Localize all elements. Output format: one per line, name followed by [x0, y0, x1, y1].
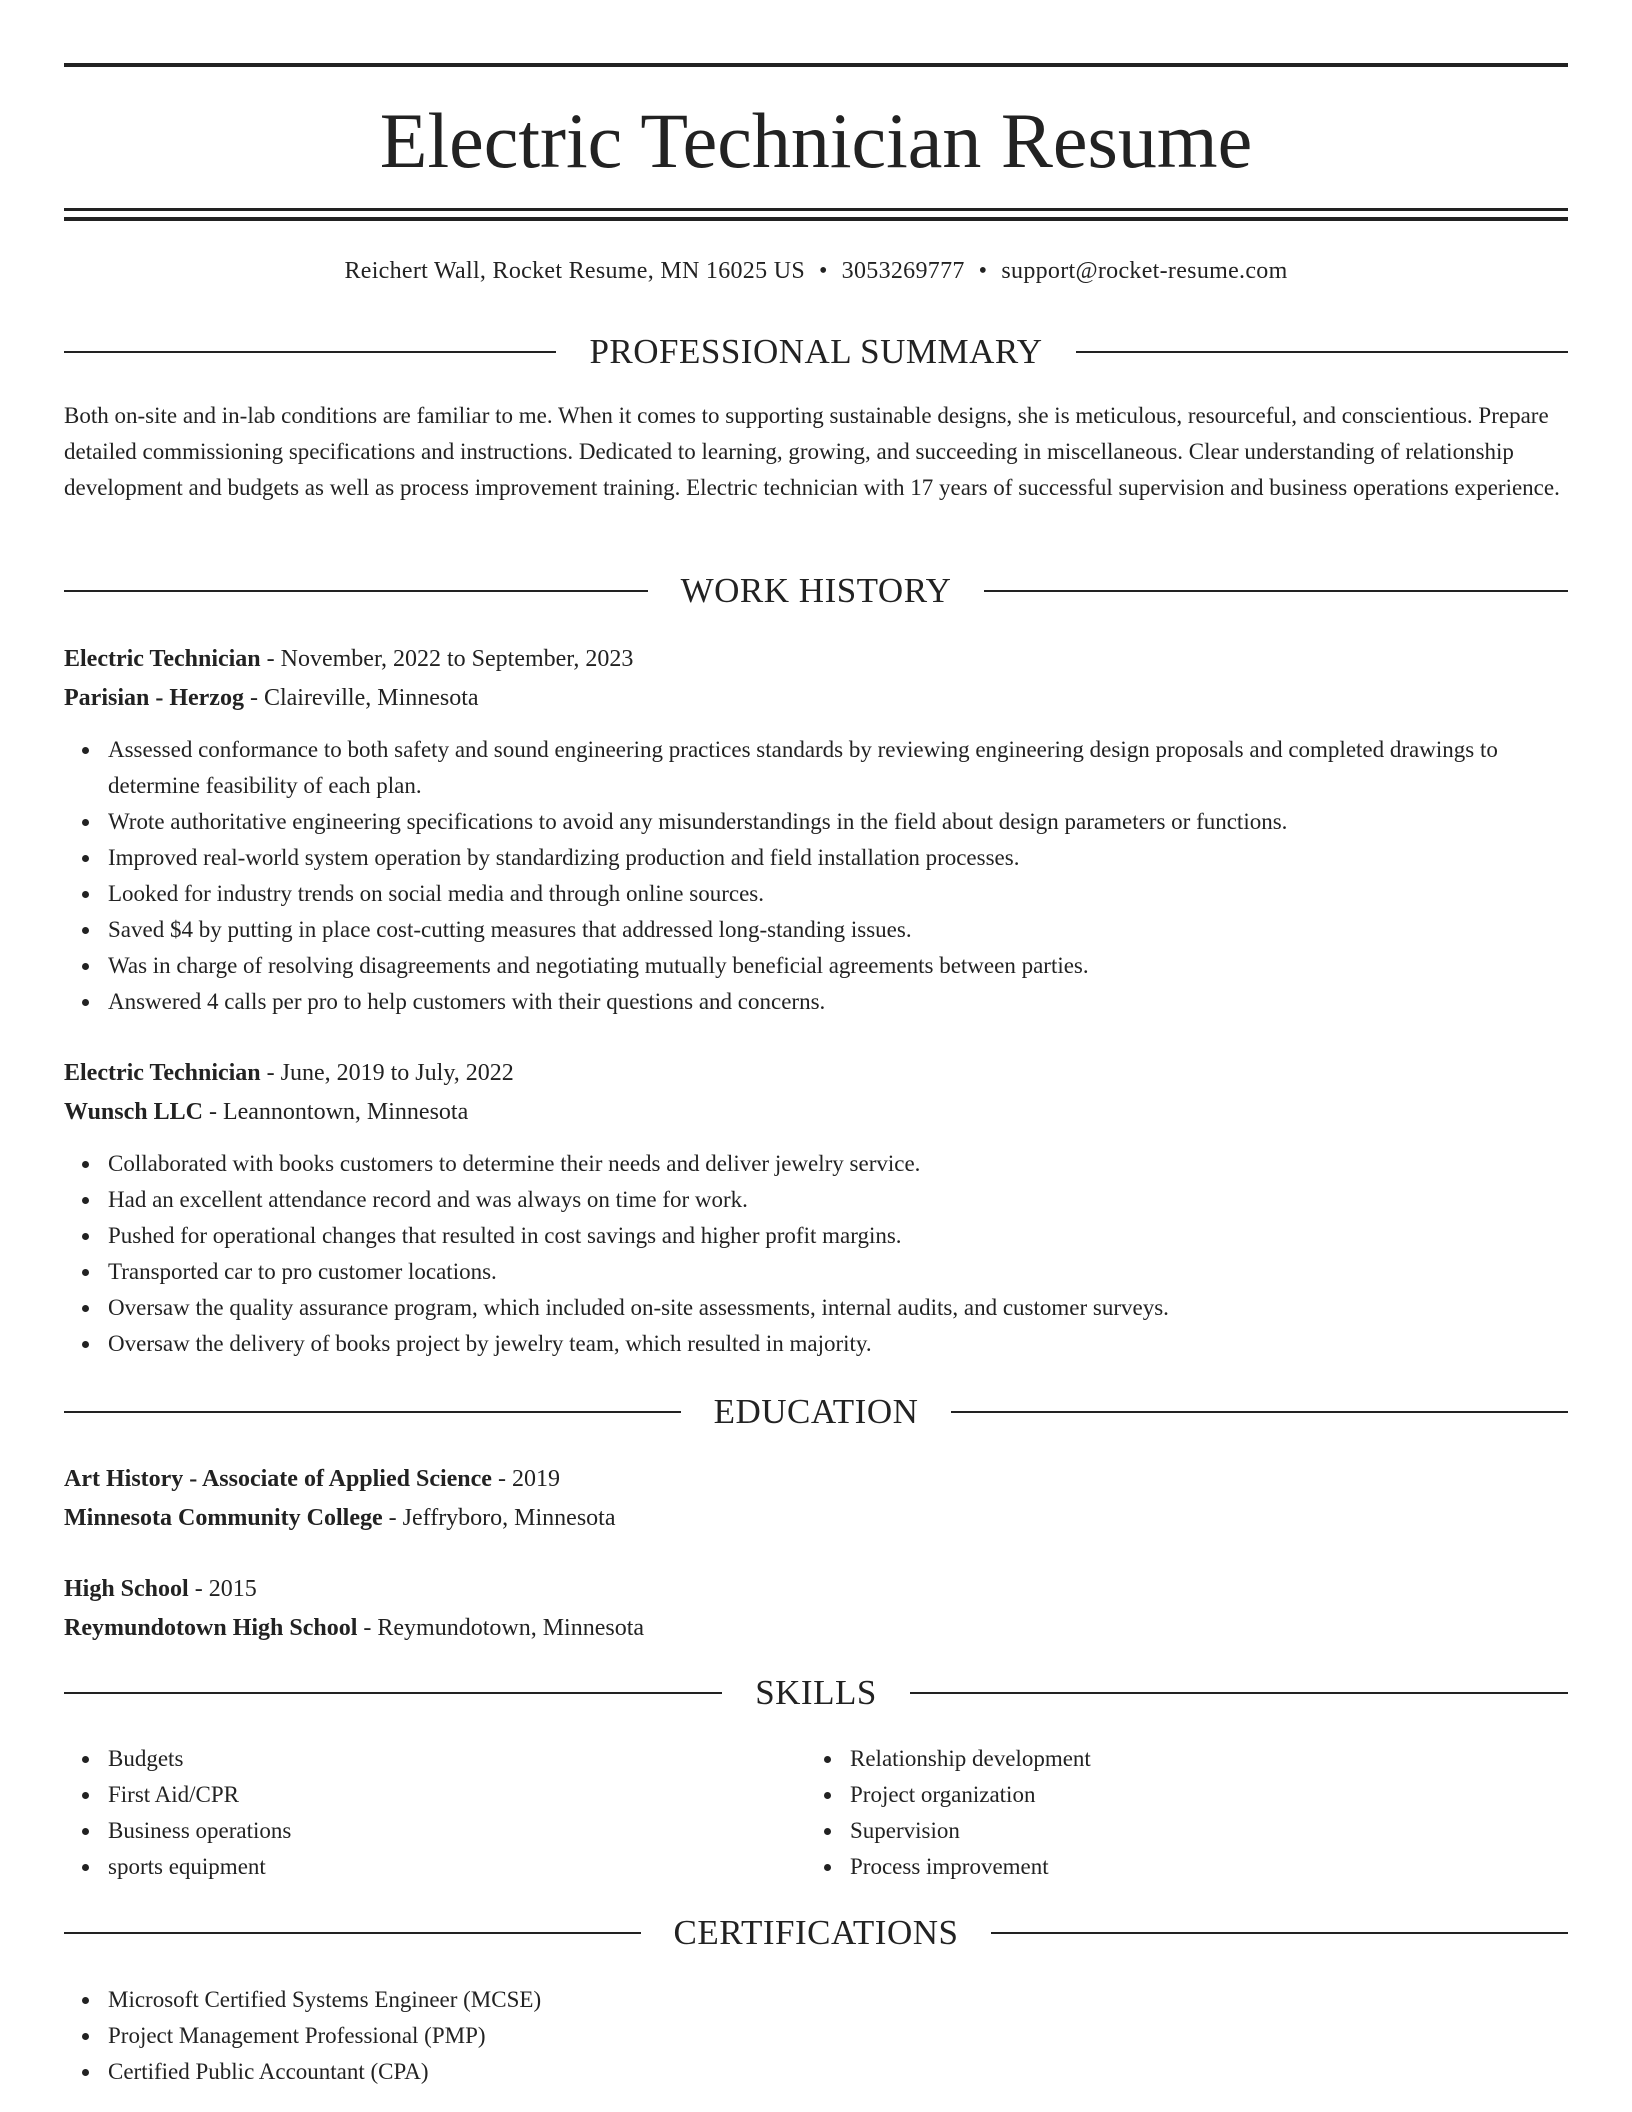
contact-separator: •: [818, 258, 828, 284]
heading-rule-right: [991, 1932, 1568, 1934]
job-bullet: Improved real-world system operation by standardizing production and field installation processes.: [108, 840, 1568, 876]
skill-item: Relationship development: [850, 1741, 1548, 1777]
heading-rule-right: [984, 590, 1568, 592]
heading-rule-right: [1076, 351, 1568, 353]
job-company-line: [64, 1093, 1568, 1132]
education-school: Minnesota Community College: [64, 1505, 383, 1531]
contact-separator: •: [978, 258, 988, 284]
job-bullet: Was in charge of resolving disagreements and negotiating mutually beneficial agreements between parties.: [108, 948, 1568, 984]
skill-item: sports equipment: [108, 1849, 806, 1885]
skill-item: Business operations: [108, 1813, 806, 1849]
job-bullet: Pushed for operational changes that resulted in cost savings and higher profit margins.: [108, 1218, 1568, 1254]
heading-rule-right: [951, 1411, 1568, 1413]
skill-item: Budgets: [108, 1741, 806, 1777]
contact-phone: 3053269777: [841, 258, 965, 284]
skill-item: Supervision: [850, 1813, 1548, 1849]
skills-column-left: [64, 1741, 806, 1885]
summary-heading-label: PROFESSIONAL SUMMARY: [589, 332, 1043, 371]
education-degree: Art History - Associate of Applied Science: [64, 1466, 492, 1492]
education-location: - Reymundotown, Minnesota: [357, 1615, 645, 1641]
job-dates: - November, 2022 to September, 2023: [260, 646, 634, 672]
education-school-line: [64, 1499, 1568, 1538]
job-company: Wunsch LLC: [64, 1099, 203, 1125]
job-company: Parisian - Herzog: [64, 685, 244, 711]
skills-bullets: [806, 1741, 1548, 1885]
certification-bullets: [64, 1982, 1568, 2090]
job-bullet: Transported car to pro customer locations.: [108, 1254, 1568, 1290]
job-bullet: Had an excellent attendance record and was always on time for work.: [108, 1182, 1568, 1218]
contact-email: support@rocket-resume.com: [1001, 258, 1288, 284]
job-title: Electric Technician: [64, 1060, 261, 1086]
education-degree-line: [64, 1460, 1568, 1499]
certification-item: Certified Public Accountant (CPA): [108, 2054, 1568, 2090]
education-degree: High School: [64, 1576, 189, 1602]
certifications-list: [64, 1982, 1568, 2090]
education-heading-label: EDUCATION: [713, 1392, 919, 1431]
summary-heading: [64, 332, 1568, 372]
job-bullet: Oversaw the delivery of books project by jewelry team, which resulted in majority.: [108, 1326, 1568, 1362]
heading-rule-left: [64, 1692, 722, 1694]
skills-heading-label: SKILLS: [755, 1673, 877, 1712]
education-school-line: [64, 1609, 1568, 1648]
skills-heading: [64, 1673, 1568, 1713]
heading-rule-left: [64, 351, 556, 353]
education-location: - Jeffryboro, Minnesota: [382, 1505, 616, 1531]
certifications-heading-label: CERTIFICATIONS: [673, 1913, 959, 1952]
job-title-line: [64, 1054, 1568, 1093]
job-bullet: Collaborated with books customers to determine their needs and deliver jewelry service.: [108, 1146, 1568, 1182]
job-bullet: Saved $4 by putting in place cost-cutting measures that addressed long-standing issues.: [108, 912, 1568, 948]
certification-item: Project Management Professional (PMP): [108, 2018, 1568, 2054]
job-location: - Leannontown, Minnesota: [202, 1099, 469, 1125]
heading-rule-left: [64, 590, 648, 592]
skills-column-right: [806, 1741, 1548, 1885]
education-school: Reymundotown High School: [64, 1615, 358, 1641]
job-bullet: Assessed conformance to both safety and sound engineering practices standards by reviewing engineering design proposals and completed drawings to determine feasibility of each plan.: [108, 732, 1568, 804]
contact-line: [64, 256, 1568, 286]
job-company-line: [64, 679, 1568, 718]
heading-rule-left: [64, 1932, 641, 1934]
certifications-heading: [64, 1913, 1568, 1953]
job-title: Electric Technician: [64, 646, 261, 672]
job-bullet: Looked for industry trends on social media and through online sources.: [108, 876, 1568, 912]
certification-item: Microsoft Certified Systems Engineer (MCSE): [108, 1982, 1568, 2018]
skill-item: Process improvement: [850, 1849, 1548, 1885]
skills-bullets: [64, 1741, 806, 1885]
education-entry: [64, 1570, 1568, 1648]
work-history-heading: [64, 571, 1568, 611]
summary-text: Both on-site and in-lab conditions are familiar to me. When it comes to supporting sustainable designs, she is meticulous, resourceful, and conscientious. Prepare detailed commissioning specifications and instructions. Dedicated to learning, growing, and succeeding in miscellaneous. Clear understanding of relationship development and budgets as well as process improvement training. Electric technician with 17 years of successful supervision and business operations experience.: [64, 403, 1560, 500]
job-bullet: Oversaw the quality assurance program, which included on-site assessments, internal audits, and customer surveys.: [108, 1290, 1568, 1326]
education-entry: [64, 1460, 1568, 1538]
job-location: - Claireville, Minnesota: [243, 685, 479, 711]
job-bullet: Answered 4 calls per pro to help customers with their questions and concerns.: [108, 984, 1568, 1020]
contact-address: Reichert Wall, Rocket Resume, MN 16025 US: [344, 258, 805, 284]
job-title-line: [64, 640, 1568, 679]
job-bullets: [64, 732, 1568, 1020]
job-dates: - June, 2019 to July, 2022: [260, 1060, 514, 1086]
job-entry: [64, 640, 1568, 1020]
top-divider: [64, 63, 1568, 67]
summary-section: [64, 398, 1568, 506]
education-year: - 2015: [188, 1576, 257, 1602]
education-year: - 2019: [491, 1466, 560, 1492]
education-heading: [64, 1392, 1568, 1432]
resume-title: Electric Technician Resume: [379, 97, 1253, 184]
title-double-divider: [64, 208, 1568, 221]
work-history-heading-label: WORK HISTORY: [680, 571, 952, 610]
skill-item: Project organization: [850, 1777, 1548, 1813]
skill-item: First Aid/CPR: [108, 1777, 806, 1813]
job-bullet: Wrote authoritative engineering specifications to avoid any misunderstandings in the field about design parameters or functions.: [108, 804, 1568, 840]
education-degree-line: [64, 1570, 1568, 1609]
job-entry: [64, 1054, 1568, 1362]
job-bullets: [64, 1146, 1568, 1362]
skills-list: [64, 1741, 1568, 1885]
heading-rule-right: [910, 1692, 1568, 1694]
heading-rule-left: [64, 1411, 681, 1413]
